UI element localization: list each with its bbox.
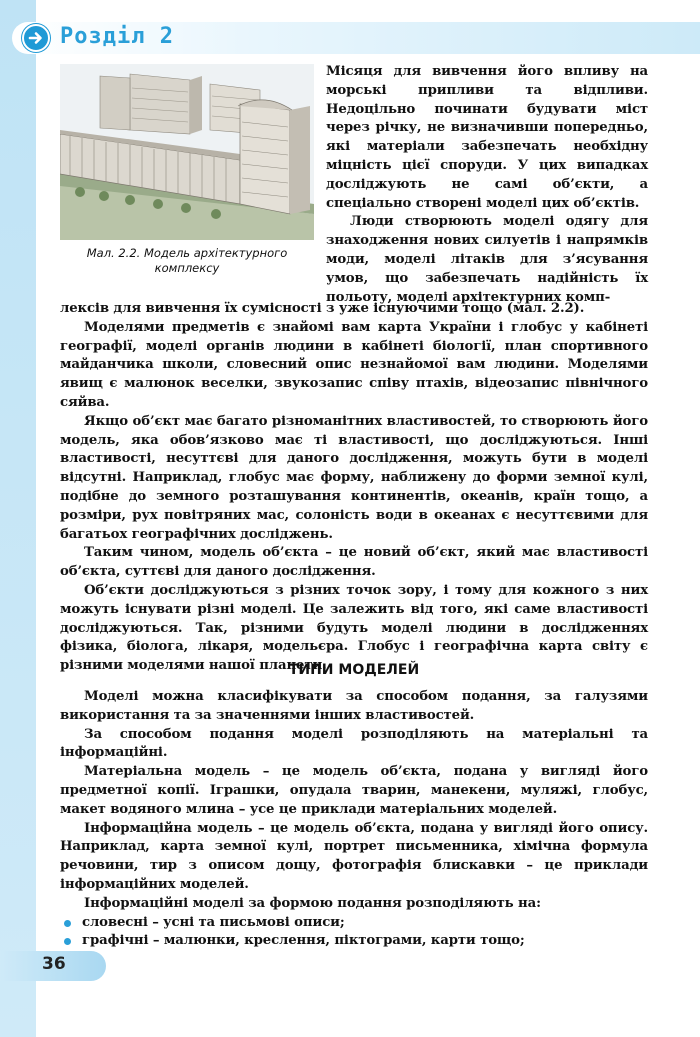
right-column-text: [326, 63, 648, 307]
list-item: словесні – усні та письмові описи;: [60, 914, 648, 933]
list-item: графічні – малюнки, креслення, піктограми, карти тощо;: [60, 932, 648, 951]
paragraph: Моделі можна класифікувати за способом подання, за галузями використання та за значеннями інших властивостей.: [60, 689, 648, 723]
page-number: 36: [42, 954, 66, 974]
architectural-model-image: [60, 64, 314, 240]
paragraph: Матеріальна модель – це модель об’єкта, подана у вигляді його предметної копії. Іграшки, опудала тварин, манекени, муляжі, глобус, макет водяного млина – усе це приклади матеріальних моделей.: [60, 764, 648, 817]
paragraph: Об’єкти досліджуються з різних точок зору, і тому для кожного з них можуть існувати різні моделі. Це залежить від того, які саме властивості досліджуються. Так, різними будуть моделі людини в дослідженнях фізика, біолога, лікаря, модельєра. Глобус і географічна карта світу є різними моделями нашої планети.: [60, 582, 648, 674]
paragraph: Інформаційна модель – це модель об’єкта, подана у вигляді його опису. Наприклад, карта земної кулі, портрет письменника, хімічна формула речовини, тир з описом дощу, фотографія блискавки – це приклади інформаційних моделей.: [60, 820, 648, 892]
paragraph: Люди створюють моделі одягу для знаходження нових силуетів і напрямків моди, моделі літаків для з’ясування умов, що забезпечать надійність їх польоту, моделі архітектурних комп-: [326, 214, 648, 305]
section-heading: ТИПИ МОДЕЛЕЙ: [288, 662, 420, 678]
paragraph: Якщо об’єкт має багато різноманітних властивостей, то створюють його модель, яка обов’язково має ті властивості, що досліджуються. Інші властивості, несуттєві для даного дослідження, можуть бути в моделі відсутні. Наприклад, глобус має форму, наближену до форми земної кулі, подібне до земного розташування континентів, океанів, країн тощо, а розміри, рух повітряних мас, солоність води в океанах є несуттєвими для багатьох географічних досліджень.: [60, 413, 648, 542]
bullet-icon: [64, 938, 71, 945]
paragraph: За способом подання моделі розподіляють на матеріальні та інформаційні.: [60, 726, 648, 761]
main-text: [60, 300, 648, 676]
paragraph: Інформаційні моделі за формою подання розподіляють на:: [84, 895, 541, 911]
bullet-icon: [64, 920, 71, 927]
arrow-right-icon: [22, 24, 50, 52]
paragraph: Моделями предметів є знайомі вам карта України і глобус у кабінеті географії, моделі органів людини в кабінеті біології, план спортивного майданчика школи, словесний опис незнайомої вам людини. Моделями явищ є малюнок веселки, звукозапис співу птахів, відеозапис північного сяйва.: [60, 319, 648, 410]
paragraph: Таким чином, модель об’єкта – це новий об’єкт, який має властивості об’єкта, суттєві для даного дослідження.: [60, 545, 648, 580]
section-text: [60, 688, 648, 951]
chapter-title: Розділ 2: [60, 24, 174, 49]
figure-caption: Мал. 2.2. Модель архітектурного комплексу: [86, 246, 288, 275]
paragraph: Місяця для вивчення його впливу на морські припливи та відпливи. Недоцільно починати будувати міст через річку, не визначивши попередньо, які матеріали забезпечать необхідну міцність цієї споруди. У цих випадках досліджують не самі об’єкти, а спеціально створені моделі цих об’єктів.: [326, 64, 648, 211]
paragraph: лексів для вивчення їх сумісності з уже існуючими тощо (мал. 2.2).: [60, 301, 585, 316]
page-margin-strip: [0, 0, 36, 1037]
bullet-list: [60, 914, 648, 952]
